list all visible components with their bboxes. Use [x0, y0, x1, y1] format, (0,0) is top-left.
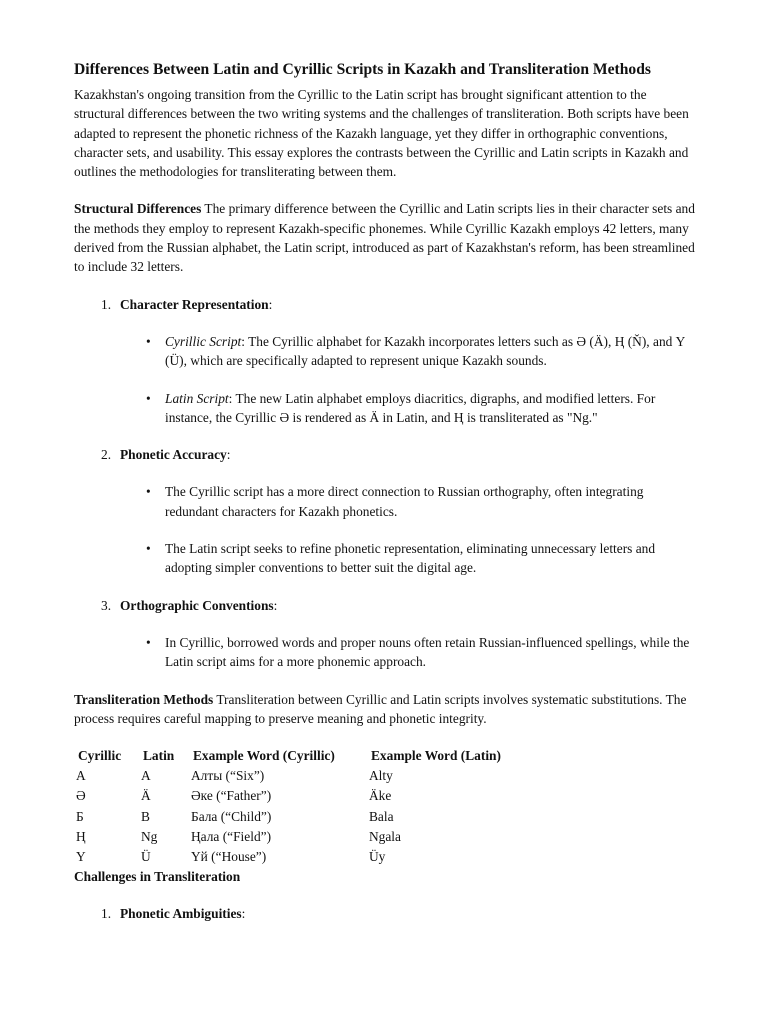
point-heading: Orthographic Conventions [120, 597, 274, 613]
table-row [74, 847, 507, 867]
transliteration-text: Transliteration between Cyrillic and Latin scripts involves systematic substitutions. The process requires careful mapping to preserve meaning and phonetic integrity. [74, 691, 687, 726]
table-cell: Ä [141, 788, 151, 804]
table-cell: A [141, 768, 151, 784]
bullet-text: In Cyrillic, borrowed words and proper nouns often retain Russian-influenced spellings, while the Latin script aims for a more phonemic approach. [165, 634, 690, 670]
table-cell: Б [76, 808, 84, 824]
table-cell: Ә [76, 788, 86, 804]
table-row [74, 766, 507, 786]
point-heading: Phonetic Accuracy [120, 447, 227, 463]
challenges-list [74, 904, 700, 923]
table-cell: Ng [141, 828, 158, 844]
bullet-icon: • [146, 390, 151, 406]
table-cell: B [141, 808, 150, 824]
bullet-text: The Cyrillic script has a more direct connection to Russian orthography, often integrating redundant characters for Kazakh phonetics. [165, 484, 644, 519]
structural-text: The primary difference between the Cyrillic and Latin scripts lies in their character sets and the methods they employ to represent Kazakh-specific phonemes. While Cyrillic Kazakh employs 42 letters, many derived from the Russian alphabet, the Latin script, introduced as part of Kazakhstan's reform, has been streamlined to include 32 letters. [74, 201, 695, 275]
list-item-phonetic-accuracy: 2. Phonetic Accuracy: • The Cyrillic script has a more direct connection to Russian orthography, often integrating redundant characters for Kazakh phonetics. • The Latin script seeks to refine phonetic representation, eliminating unnecessary letters and adopting simpler conventions to better suit the digital age. [74, 445, 700, 577]
bullet-item [120, 482, 700, 521]
table-cell: Ңала (“Field”) [191, 828, 272, 844]
structural-paragraph [74, 199, 700, 276]
bullet-list [120, 332, 700, 427]
bullet-label: Cyrillic Script [165, 333, 242, 349]
table-cell: Bala [369, 808, 394, 824]
point-heading: Character Representation [120, 296, 269, 312]
transliteration-paragraph [74, 690, 700, 729]
table-cell: Алты (“Six”) [191, 768, 265, 784]
bullet-text: : The new Latin alphabet employs diacritics, digraphs, and modified letters. For instance, the Cyrillic Ә is rendered as Ä in Latin, and Ң is transliterated as "Ng." [165, 390, 656, 425]
table-row [74, 786, 507, 806]
structural-heading: Structural Differences [74, 201, 202, 217]
table-cell: А [76, 768, 86, 784]
table-cell: Alty [369, 768, 393, 784]
table-cell: Үй (“House”) [191, 848, 267, 864]
bullet-item [120, 389, 700, 428]
document-page [74, 60, 700, 942]
table-cell: Әке (“Father”) [191, 788, 272, 804]
bullet-list [120, 482, 700, 577]
table-header-row [74, 746, 507, 766]
table-row [74, 827, 507, 847]
table-cell: Бала (“Child”) [191, 808, 272, 824]
list-item-character-representation: 1. Character Representation: • Cyrillic Script: The Cyrillic alphabet for Kazakh incorporates letters such as Ә (Ä), Ң (Ň), and Ү (Ü), which are specifically adapted to represent unique Kazakh sounds. • Latin Script: The new Latin alphabet employs diacritics, digraphs, and modified letters. For instance, the Cyrillic Ә is rendered as Ä in Latin, and Ң is transliterated as "Ng." [74, 295, 700, 427]
challenges-heading: Challenges in Transliteration [74, 869, 241, 885]
column-header: Example Word (Latin) [371, 748, 501, 764]
bullet-item [120, 539, 700, 578]
bullet-text: The Latin script seeks to refine phonetic representation, eliminating unnecessary letters and adopting simpler conventions to better suit the digital age. [165, 541, 656, 576]
list-item-phonetic-ambiguities: 1. Phonetic Ambiguities: [74, 904, 700, 923]
column-header: Cyrillic [78, 748, 122, 764]
table-row [74, 807, 507, 827]
table-cell: Ң [76, 828, 86, 844]
column-header: Latin [143, 748, 175, 764]
bullet-item [120, 633, 700, 672]
list-number: 1. [101, 296, 112, 312]
list-number: 3. [101, 597, 112, 613]
list-number: 2. [101, 447, 112, 463]
bullet-icon: • [146, 484, 151, 500]
bullet-item [120, 332, 700, 371]
bullet-list [120, 633, 700, 672]
list-item-orthographic-conventions: 3. Orthographic Conventions: • In Cyrillic, borrowed words and proper nouns often retain Russian-influenced spellings, while the Latin script aims for a more phonemic approach. [74, 596, 700, 672]
transliteration-heading: Transliteration Methods [74, 691, 214, 707]
table-cell: Ngala [369, 828, 401, 844]
differences-list [74, 295, 700, 672]
bullet-icon: • [146, 541, 151, 557]
point-heading: Phonetic Ambiguities [120, 906, 242, 922]
table-cell: Ү [76, 848, 86, 864]
column-header: Example Word (Cyrillic) [193, 748, 335, 764]
bullet-icon: • [146, 634, 151, 650]
bullet-text: : The Cyrillic alphabet for Kazakh incorporates letters such as Ә (Ä), Ң (Ň), and Ү (Ü), which are specifically adapted to represent unique Kazakh sounds. [165, 333, 686, 369]
bullet-label: Latin Script [165, 390, 229, 406]
intro-paragraph: Kazakhstan's ongoing transition from the Cyrillic to the Latin script has brought significant attention to the structural differences between the two writing systems and the challenges of transliteration. Both scripts have been adapted to represent the phonetic richness of the Kazakh language, yet they differ in orthographic conventions, character sets, and usability. This essay explores the contrasts between the Cyrillic and Latin scripts in Kazakh and outlines the methodologies for transliterating between them. [74, 87, 689, 180]
table-cell: Üy [369, 848, 386, 864]
table-cell: Äke [369, 788, 392, 804]
transliteration-table [74, 746, 507, 867]
table-cell: Ü [141, 848, 151, 864]
document-title: Differences Between Latin and Cyrillic Scripts in Kazakh and Transliteration Methods [74, 61, 651, 78]
bullet-icon: • [146, 333, 151, 349]
list-number: 1. [101, 906, 112, 922]
